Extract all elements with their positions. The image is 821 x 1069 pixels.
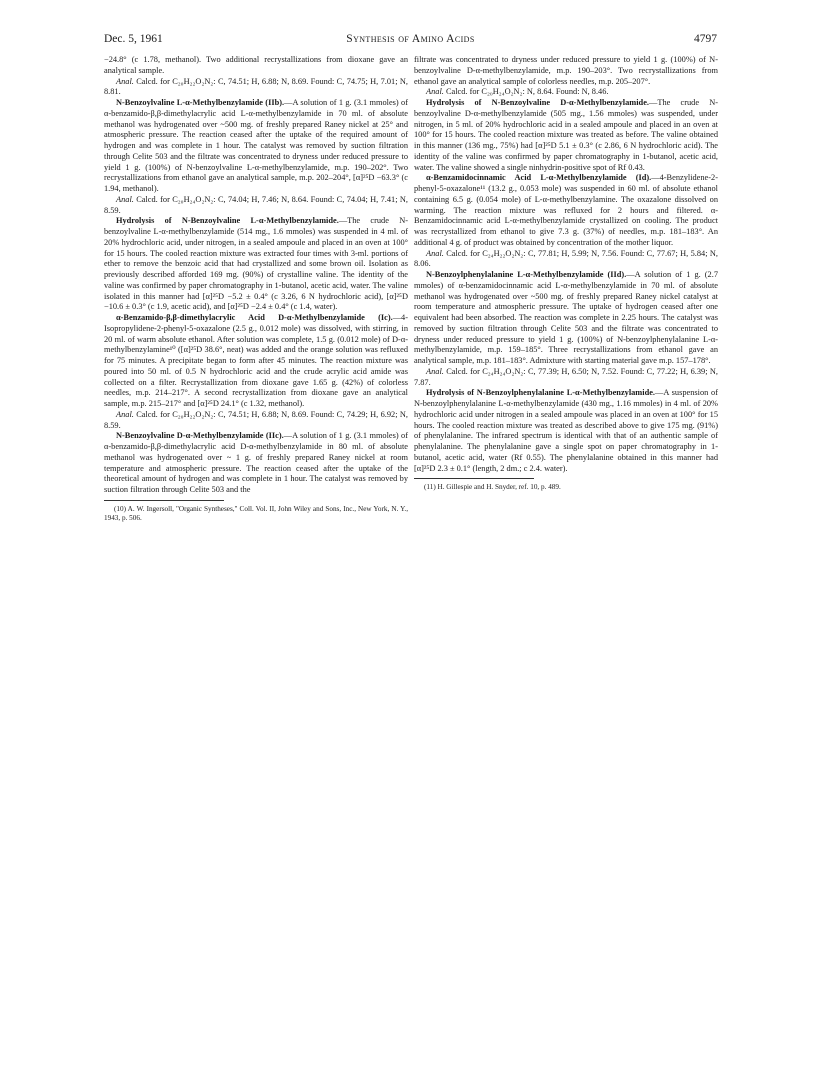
paragraph [104,77,408,99]
right-footnotes [414,483,718,492]
paragraph [414,87,718,98]
footnote-rule [104,500,224,501]
paragraph-text: Calcd. for C₂₄H₂₄O₂N₂: C, 77.39; H, 6.50; N, 7.52. Found: C, 77.22; H, 6.39; N, 7.87. [414,366,718,387]
paragraph [414,55,718,87]
right-column-body [414,55,718,474]
section-heading: Hydrolysis of N-Benzoylvaline L-α-Methylbenzylamide. [116,216,339,226]
paragraph-text: —The crude N-benzoylvaline L-α-methylbenzylamide (514 mg., 1.6 mmoles) was suspended in 4 ml. of 20% hydrochloric acid, under nitrogen, in a sealed ampoule and placed in an oven at 100° for 15 hours. The cooled reaction mixture was extracted four times with 3-ml. portions of ether to remove the benzoic acid that had crystallized and some brown oil. Isolation as previously described afforded 169 mg. (90%) of crystalline valine. The identity of the valine was confirmed by paper chromatography in 1-butanol, acetic acid, water. The valine isolated in this manner had [α]²⁵D −5.2 ± 0.4° (c 3.26, 6 N hydrochloric acid), [α]²⁵D −10.6 ± 0.3° (c 1.9, acetic acid), and [α]²⁵D −2.4 ± 0.4° (c 1.4, water). [104,216,408,312]
section-paragraph [414,388,718,474]
section-heading: N-Benzoylvaline L-α-Methylbenzylamide (IIb). [116,98,285,107]
footnote-11: (11) H. Gillespie and H. Snyder, ref. 10, p. 489. [424,483,561,492]
page-header [104,33,717,49]
analysis-label: Anal. [426,87,444,97]
header-date: Dec. 5, 1961 [104,33,163,45]
paragraph-text: —A solution of 1 g. (3.1 mmoles) of α-benzamido-β,β-dimethylacrylic acid L-α-methylbenzylamide in 70 ml. of absolute methanol was hydrogenated over ~500 mg. of freshly prepared Raney nickel at 25° and atmospheric pressure. The reaction ceased after the uptake of the required amount of hydrogen and was complete in 1 hour. The catalyst was removed by suction filtration through Celite 503 and the filtrate was concentrated to dryness under reduced pressure to yield 1 g. (100%) of N-benzoylvaline L-α-methylbenzylamide, m.p. 190–202°. Two recrystallizations from ethanol gave an analytical sample, m.p. 202–204°, [α]²⁵D −63.3° (c 1.94, methanol). [104,98,408,193]
section-paragraph [414,173,718,248]
paragraph-text: Calcd. for C₂₄H₂₂O₂N₂: C, 77.81; H, 5.99; N, 7.56. Found: C, 77.67; H, 5.84; N, 8.06. [414,248,718,269]
section-heading: N-Benzoylphenylalanine L-α-Methylbenzylamide (IId). [426,270,627,279]
footnote-10: (10) A. W. Ingersoll, "Organic Syntheses," Coll. Vol. II, John Wiley and Sons, Inc., New York, N. Y., 1943, p. 506. [104,504,408,522]
paragraph [104,55,408,77]
paragraph [414,249,718,271]
section-paragraph [414,270,718,367]
footnote-rule [414,478,534,479]
analysis-label: Anal. [426,366,444,376]
paragraph [104,410,408,432]
paragraph-text: Calcd. for C₂₀H₂₄O₂N₂: N, 8.64. Found: N, 8.46. [443,87,609,97]
paragraph-text: —A solution of 1 g. (3.1 mmoles) of α-benzamido-β,β-dimethylacrylic acid D-α-methylbenzylamide in 80 ml. of absolute methanol was hydrogenated over ~ 1 g. of freshly prepared Raney nickel at room temperature and atmospheric pressure. The reaction ceased after the uptake of the theoretical amount of hydrogen and was complete in 1 hour. The catalyst was removed by suction filtration through Celite 503 and the [104,431,408,494]
analysis-label: Anal. [116,76,134,86]
section-heading: Hydrolysis of N-Benzoylvaline D-α-Methylbenzylamide. [426,98,649,107]
paragraph-text: Calcd. for C₂₀H₂₂O₂N₂: C, 74.51; H, 6.88; N, 8.69. Found: C, 74.75; H, 7.01; N, 8.81. [104,76,408,97]
section-heading: α-Benzamido-β,β-dimethylacrylic Acid D-α-Methylbenzylamide (Ic). [116,313,393,322]
left-footnotes [104,505,408,523]
paragraph-text: —A suspension of N-benzoylphenylalanine L-α-methylbenzylamide (430 mg., 1.16 mmoles) in 4 ml. of 20% hydrochloric acid under nitrogen in a sealed ampoule was placed in an oven at 100° for 15 hours. The cooled reaction mixture was treated as described above to give 175 mg. (91%) of phenylalanine. The infrared spectrum is identical with that of an authentic sample of phenylalanine. The phenylalanine gave a single spot on paper chromatography in 1-butanol, acetic acid, water (Rf 0.55). The phenylalanine obtained in this manner had [α]²⁵D 2.3 ± 0.1° (length, 2 dm.; c 2.4. water). [414,388,718,473]
paragraph-text: —4-Isopropylidene-2-phenyl-5-oxazalone (2.5 g., 0.012 mole) was dissolved, with stirring, in 20 ml. of warm absolute ethanol. After solution was complete, 1.5 g. (0.012 mole) of D-α-methylbenzylamine¹⁰ ([α]²⁵D 38.6°, neat) was added and the orange solution was refluxed for 75 minutes. A precipitate began to form after 45 minutes. The reaction mixture was poured into 50 ml. of 0.5 N hydrochloric acid and the crude acrylic acid amide was collected on a filter. Recrystallization from dioxane gave 1.65 g. (42%) of colorless needles, m.p. 214–217°. A second recrystallization from dioxane gave an analytical sample, m.p. 215–217° and [α]²⁵D 24.1° (c 1.32, methanol). [104,313,408,408]
paragraph-text: Calcd. for C₂₀H₂₂O₂N₂: C, 74.51; H, 6.88; N, 8.69. Found: C, 74.29; H, 6.92; N, 8.59. [104,409,408,430]
section-paragraph [104,216,408,313]
section-paragraph [414,98,718,173]
header-title: Synthesis of Amino Acids [346,33,475,45]
analysis-label: Anal. [116,194,134,204]
section-heading: N-Benzoylvaline D-α-Methylbenzylamide (IIc). [116,431,284,441]
paragraph-text: Calcd. for C₂₀H₂₄O₂N₂: C, 74.04; H, 7.46; N, 8.64. Found: C, 74.04; H, 7.41; N, 8.59. [104,194,408,215]
paragraph-text: —A solution of 1 g. (2.7 mmoles) of α-benzamidocinnamic acid L-α-methylbenzylamide in 70 ml. of absolute methanol was hydrogenated over ~500 mg. of freshly prepared Raney nickel catalyst at room temperature and atmospheric pressure. The uptake of hydrogen ceased after one equivalent had been absorbed. The reaction was complete in 2.25 hours. The catalyst was removed by suction filtration through Celite 503 and the filtrate was concentrated to dryness under reduced pressure to yield 1 g. (100%) of N-benzoylphenylalanine L-α-methylbenzylamide, m.p. 159–185°. Three recrystallizations from ethanol gave an analytical sample, m.p. 181–183°. Admixture with starting material gave m.p. 157–178°. [414,270,718,365]
paragraph-text: −24.8° (c 1.78, methanol). Two additional recrystallizations from dioxane gave an analytical sample. [104,55,408,75]
section-paragraph [104,313,408,410]
header-page-number: 4797 [694,33,717,45]
paragraph-text: —4-Benzylidene-2-phenyl-5-oxazalone¹¹ (13.2 g., 0.053 mole) was suspended in 60 ml. of absolute ethanol containing 6.5 g. (0.054 mole) of L-α-methylbenzylamine. The oxazalone dissolved on warming. The reaction mixture was refluxed for 2 hours and filtered. α-Benzamidocinnamic acid L-α-methylbenzylamide crystallized on cooling. The product was recrystallized from ethanol to give 7.3 g. (37%) of needles, m.p. 181–183°. An additional 4 g. of product was obtained by concentration of the mother liquor. [414,173,718,247]
left-column-body [104,55,408,496]
paragraph-text: —The crude N-benzoylvaline D-α-methylbenzylamide (505 mg., 1.56 mmoles) was suspended, under nitrogen, in 5 ml. of 20% hydrochloric acid in a sealed ampoule and placed in an oven at 100° for 15 hours. The cooled reaction mixture was treated as before. The valine obtained in this manner (136 mg., 75%) had [α]²⁵D 5.1 ± 0.3° (c 2.86, 6 N hydrochloric acid). The identity of the valine was confirmed by paper chromatography in 1-butanol, acetic acid, water. The valine showed a single ninhydrin-positive spot of Rf 0.43. [414,98,719,172]
right-column [414,55,718,492]
section-paragraph [104,431,408,496]
section-heading: α-Benzamidocinnamic Acid L-α-Methylbenzylamide (Id). [426,173,652,183]
section-paragraph [104,98,408,195]
analysis-label: Anal. [116,409,134,419]
paragraph-text: filtrate was concentrated to dryness under reduced pressure to yield 1 g. (100%) of N-benzoylvaline D-α-methylbenzylamide, m.p. 190–203°. Two recrystallizations from ethanol gave an analytical sample of colorless needles, m.p. 205–207°. [414,55,718,86]
paragraph [414,367,718,389]
analysis-label: Anal. [426,248,444,258]
section-heading: Hydrolysis of N-Benzoylphenylalanine L-α-Methylbenzylamide. [426,388,656,398]
paragraph [104,195,408,217]
left-column [104,55,408,523]
